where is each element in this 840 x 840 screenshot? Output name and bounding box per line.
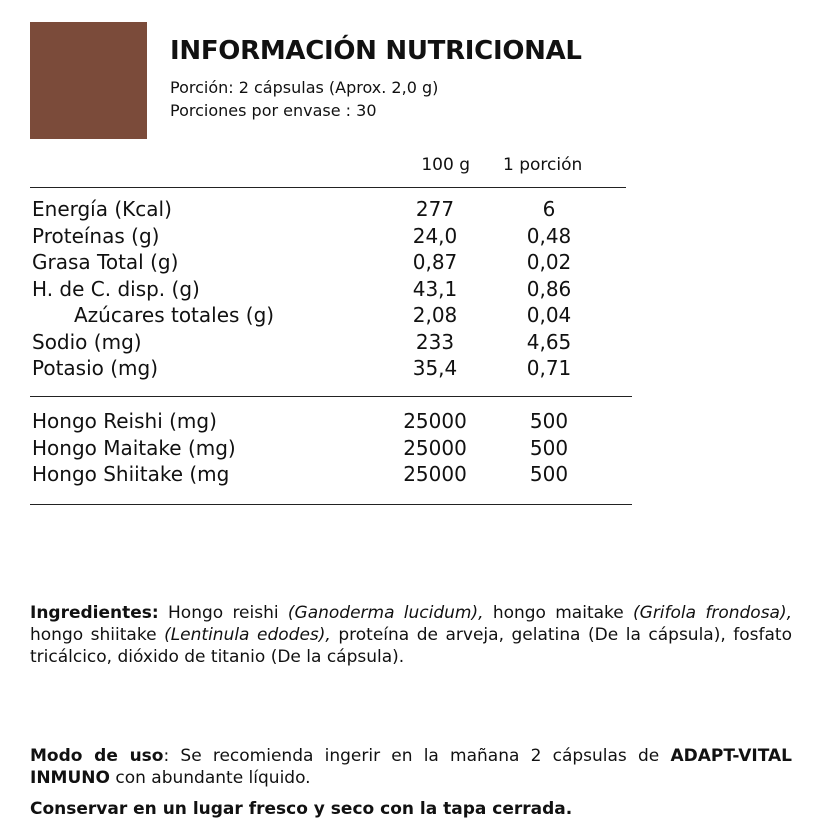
value-per-serving: 0,86 [526, 276, 572, 301]
nutrient-name: H. de C. disp. (g) [32, 276, 200, 301]
value-per-serving: 500 [529, 435, 569, 460]
table-row [30, 197, 630, 223]
table-top-rule [30, 187, 626, 188]
table-bottom-rule [30, 504, 632, 505]
servings-per-container: Porciones por envase : 30 [170, 101, 377, 120]
product-name: ADAPT-VITAL INMUNO [30, 746, 793, 788]
table-row [30, 356, 630, 382]
ingredients-scientific-name: (Grifola frondosa), [633, 603, 792, 623]
table-row [30, 277, 630, 303]
table-header [30, 155, 630, 177]
portion-size: Porción: 2 cápsulas (Aprox. 2,0 g) [170, 78, 439, 97]
value-per-serving: 0,02 [526, 250, 572, 274]
ingredients-text: Hongo reishi [158, 603, 288, 623]
usage-paragraph [30, 745, 792, 789]
nutrient-name: Sodio (mg) [32, 329, 142, 354]
nutrient-name: Energía (Kcal) [32, 197, 172, 221]
storage-note: Conservar en un lugar fresco y seco con la tapa cerrada. [30, 799, 573, 819]
value-per-serving: 0,48 [526, 223, 572, 248]
value-per-serving: 0,04 [526, 303, 572, 327]
value-per-serving: 4,65 [526, 329, 572, 354]
table-row [30, 436, 630, 462]
nutrient-name: Hongo Reishi (mg) [32, 409, 217, 433]
ingredients-scientific-name: (Ganoderma lucidum), [287, 603, 484, 623]
brand-color-swatch [30, 22, 147, 139]
usage-label: Modo de uso [30, 746, 164, 766]
ingredients-paragraph [30, 602, 792, 668]
value-per-100g: 35,4 [412, 356, 458, 380]
usage-text: con abundante líquido. [109, 768, 311, 788]
value-per-100g: 233 [415, 329, 455, 354]
column-header-100g: 100 g [421, 155, 470, 175]
column-header-serving: 1 porción [503, 155, 583, 175]
value-per-100g: 277 [415, 197, 455, 221]
table-row [30, 330, 630, 356]
value-per-serving: 500 [529, 409, 569, 433]
value-per-100g: 25000 [403, 409, 467, 433]
nutrient-name: Proteínas (g) [32, 223, 160, 248]
nutrient-name: Azúcares totales (g) [74, 303, 275, 327]
value-per-100g: 25000 [403, 435, 467, 460]
value-per-100g: 25000 [403, 462, 467, 486]
value-per-100g: 24,0 [412, 223, 458, 248]
nutrient-name: Hongo Shiitake (mg [32, 462, 230, 486]
ingredients-text: hongo shiitake [30, 625, 165, 645]
ingredients-label: Ingredientes: [30, 603, 159, 623]
table-row [30, 303, 630, 329]
page-title: INFORMACIÓN NUTRICIONAL [170, 36, 582, 66]
value-per-100g: 2,08 [412, 303, 458, 327]
ingredients-scientific-name: (Lentinula edodes), [164, 625, 331, 645]
value-per-100g: 0,87 [412, 250, 458, 274]
nutrient-name: Grasa Total (g) [32, 250, 179, 274]
nutrient-name: Hongo Maitake (mg) [32, 435, 236, 460]
value-per-serving: 500 [529, 462, 569, 486]
usage-text: : Se recomienda ingerir en la mañana 2 cápsulas de [163, 746, 671, 766]
table-row [30, 250, 630, 276]
value-per-serving: 0,71 [526, 356, 572, 380]
nutrient-name: Potasio (mg) [32, 356, 159, 380]
value-per-100g: 43,1 [412, 276, 458, 301]
table-row [30, 409, 630, 435]
table-row [30, 224, 630, 250]
ingredients-text: hongo maitake [483, 603, 634, 623]
value-per-serving: 6 [542, 197, 556, 221]
table-row [30, 462, 630, 488]
ingredients-text: proteína de arveja, gelatina (De la cápsula), fosfato tricálcico, dióxido de titanio (De la cápsula). [30, 625, 792, 667]
table-middle-rule [30, 396, 632, 397]
